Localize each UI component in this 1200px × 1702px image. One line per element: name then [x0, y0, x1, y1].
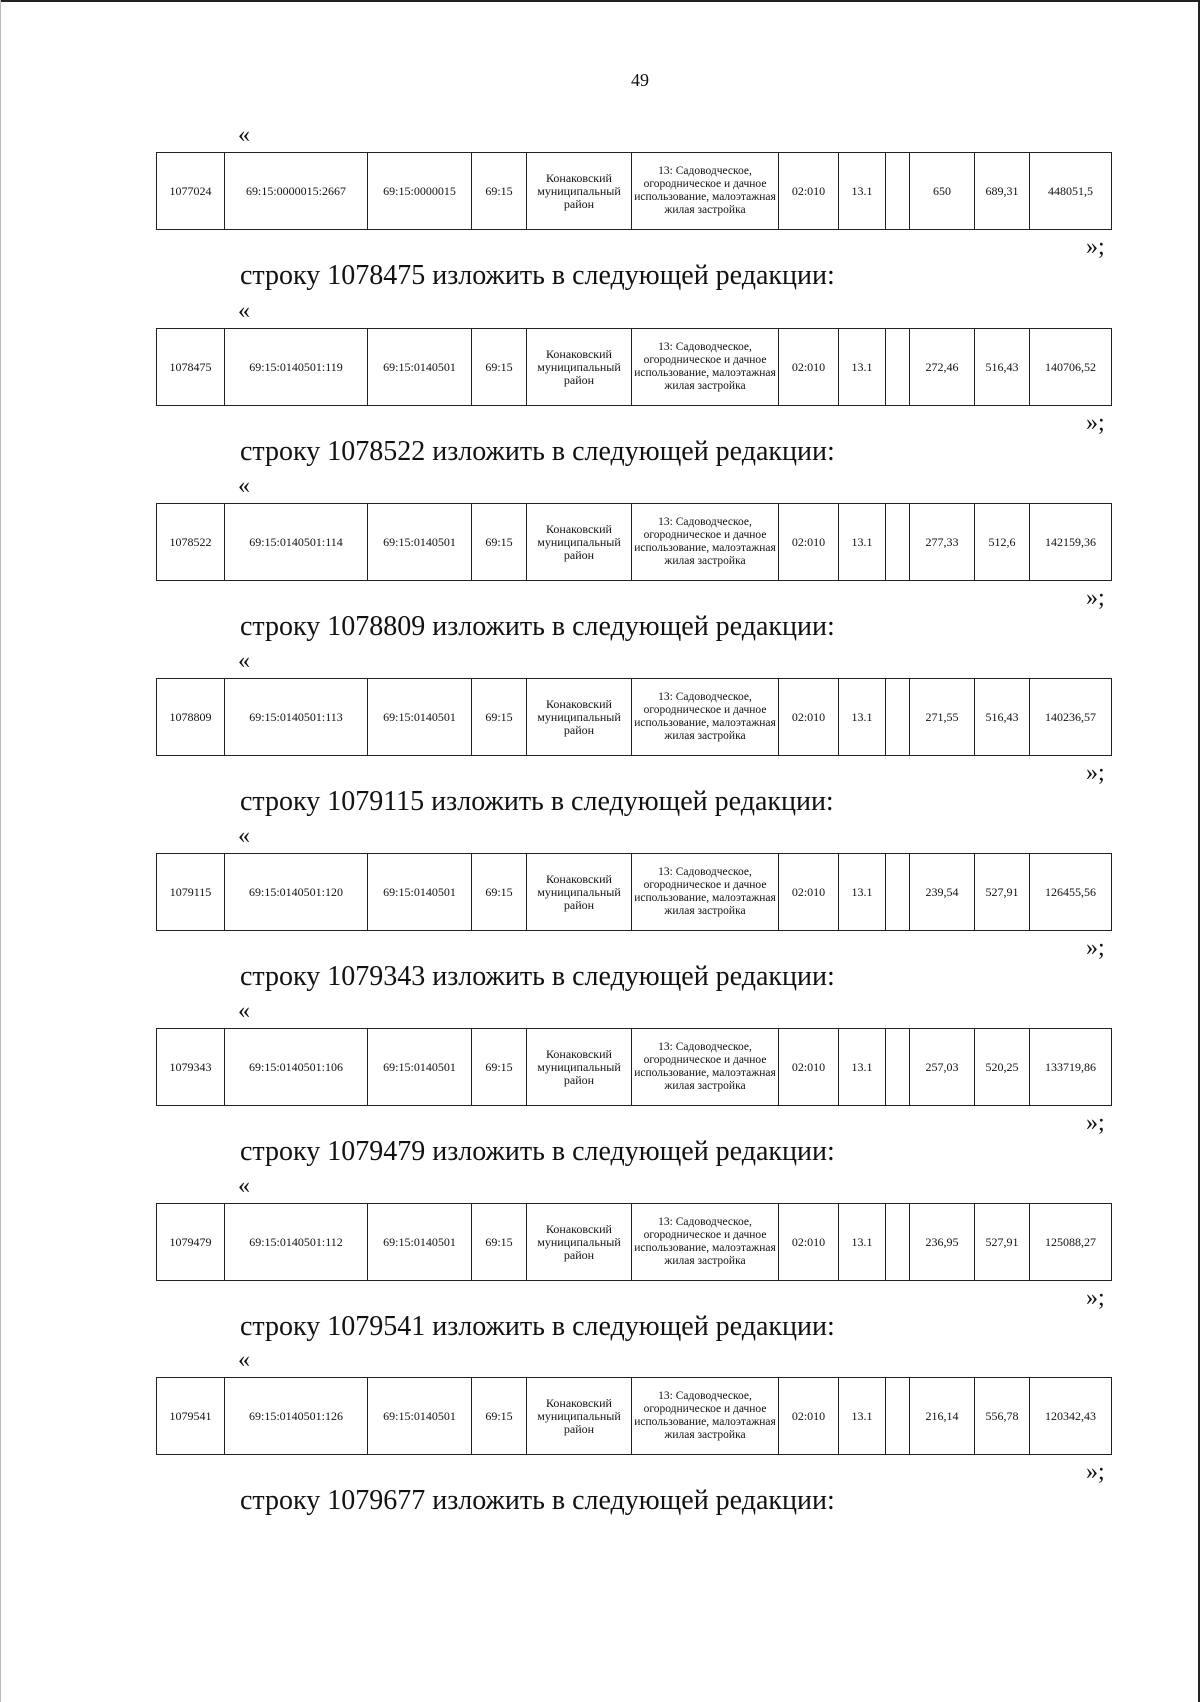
- cadastral-number-cell: 69:15:0140501:106: [225, 1029, 368, 1106]
- row-id-cell: 1078475: [157, 329, 225, 406]
- value-cell: 140706,52: [1030, 329, 1112, 406]
- empty-cell: [886, 153, 910, 230]
- rate-cell: 689,31: [975, 153, 1030, 230]
- quarter-cell: 69:15:0140501: [368, 504, 472, 581]
- cadastral-number-cell: 69:15:0140501:114: [225, 504, 368, 581]
- value-cell: 140236,57: [1030, 679, 1112, 756]
- usage-cell: 13: Садоводческое, огородническое и дачное использование, малоэтажная жилая застройка: [632, 1204, 779, 1281]
- amendment-heading: строку 1079479 изложить в следующей редакции:: [240, 1136, 835, 1167]
- municipality-cell: Конаковский муниципальный район: [527, 679, 632, 756]
- amendment-heading: строку 1079115 изложить в следующей редакции:: [240, 786, 834, 817]
- amended-row-table: [156, 1203, 1112, 1281]
- amendment-heading: строку 1078809 изложить в следующей редакции:: [240, 611, 835, 642]
- group-cell: 13.1: [839, 854, 886, 931]
- amendment-heading: строку 1078522 изложить в следующей редакции:: [240, 436, 835, 467]
- empty-cell: [886, 1378, 910, 1455]
- group-cell: 13.1: [839, 1029, 886, 1106]
- open-quote: «: [238, 1347, 250, 1373]
- close-quote: »;: [1086, 1285, 1105, 1311]
- empty-cell: [886, 679, 910, 756]
- open-quote: «: [238, 473, 250, 499]
- row-id-cell: 1078809: [157, 679, 225, 756]
- cadastral-number-cell: 69:15:0140501:119: [225, 329, 368, 406]
- municipality-cell: Конаковский муниципальный район: [527, 1204, 632, 1281]
- close-quote: »;: [1086, 935, 1105, 961]
- cadastral-number-cell: 69:15:0000015:2667: [225, 153, 368, 230]
- table-row: [157, 1204, 1112, 1281]
- group-cell: 13.1: [839, 1378, 886, 1455]
- area-cell: 271,55: [910, 679, 975, 756]
- page-number: 49: [631, 70, 649, 90]
- quarter-cell: 69:15:0140501: [368, 1204, 472, 1281]
- district-code-cell: 69:15: [472, 679, 527, 756]
- open-quote: «: [238, 648, 250, 674]
- empty-cell: [886, 1204, 910, 1281]
- amendment-heading: строку 1079343 изложить в следующей редакции:: [240, 961, 835, 992]
- value-cell: 125088,27: [1030, 1204, 1112, 1281]
- open-quote: «: [238, 823, 250, 849]
- municipality-cell: Конаковский муниципальный район: [527, 1029, 632, 1106]
- amended-row-table: [156, 1377, 1112, 1455]
- value-cell: 448051,5: [1030, 153, 1112, 230]
- scan-border-left: [0, 0, 1, 1702]
- district-code-cell: 69:15: [472, 1204, 527, 1281]
- quarter-cell: 69:15:0140501: [368, 679, 472, 756]
- district-code-cell: 69:15: [472, 504, 527, 581]
- district-code-cell: 69:15: [472, 1378, 527, 1455]
- close-quote: »;: [1086, 760, 1105, 786]
- district-code-cell: 69:15: [472, 329, 527, 406]
- table-row: [157, 504, 1112, 581]
- row-id-cell: 1079541: [157, 1378, 225, 1455]
- cadastral-number-cell: 69:15:0140501:120: [225, 854, 368, 931]
- group-cell: 13.1: [839, 1204, 886, 1281]
- code-cell: 02:010: [779, 329, 839, 406]
- value-cell: 120342,43: [1030, 1378, 1112, 1455]
- area-cell: 272,46: [910, 329, 975, 406]
- code-cell: 02:010: [779, 854, 839, 931]
- usage-cell: 13: Садоводческое, огородническое и дачное использование, малоэтажная жилая застройка: [632, 1029, 779, 1106]
- close-quote: »;: [1086, 585, 1105, 611]
- quarter-cell: 69:15:0140501: [368, 329, 472, 406]
- amended-row-table: [156, 1028, 1112, 1106]
- table-row: [157, 329, 1112, 406]
- amended-row-table: [156, 328, 1112, 406]
- row-id-cell: 1077024: [157, 153, 225, 230]
- area-cell: 239,54: [910, 854, 975, 931]
- quarter-cell: 69:15:0140501: [368, 1029, 472, 1106]
- usage-cell: 13: Садоводческое, огородническое и дачное использование, малоэтажная жилая застройка: [632, 1378, 779, 1455]
- district-code-cell: 69:15: [472, 854, 527, 931]
- amendment-heading: строку 1079677 изложить в следующей редакции:: [240, 1485, 835, 1516]
- table-row: [157, 854, 1112, 931]
- cadastral-number-cell: 69:15:0140501:113: [225, 679, 368, 756]
- amended-row-table: [156, 503, 1112, 581]
- quarter-cell: 69:15:0140501: [368, 1378, 472, 1455]
- empty-cell: [886, 504, 910, 581]
- rate-cell: 516,43: [975, 329, 1030, 406]
- amended-row-table: [156, 152, 1112, 230]
- rate-cell: 520,25: [975, 1029, 1030, 1106]
- code-cell: 02:010: [779, 679, 839, 756]
- rate-cell: 527,91: [975, 1204, 1030, 1281]
- usage-cell: 13: Садоводческое, огородническое и дачное использование, малоэтажная жилая застройка: [632, 854, 779, 931]
- amended-row-table: [156, 678, 1112, 756]
- group-cell: 13.1: [839, 504, 886, 581]
- municipality-cell: Конаковский муниципальный район: [527, 1378, 632, 1455]
- open-quote: «: [238, 998, 250, 1024]
- table-row: [157, 1378, 1112, 1455]
- close-quote: »;: [1086, 1459, 1105, 1485]
- usage-cell: 13: Садоводческое, огородническое и дачное использование, малоэтажная жилая застройка: [632, 153, 779, 230]
- open-quote: «: [238, 1173, 250, 1199]
- code-cell: 02:010: [779, 1029, 839, 1106]
- value-cell: 133719,86: [1030, 1029, 1112, 1106]
- table-row: [157, 1029, 1112, 1106]
- code-cell: 02:010: [779, 1204, 839, 1281]
- municipality-cell: Конаковский муниципальный район: [527, 854, 632, 931]
- close-quote: »;: [1086, 410, 1105, 436]
- row-id-cell: 1079343: [157, 1029, 225, 1106]
- municipality-cell: Конаковский муниципальный район: [527, 329, 632, 406]
- quarter-cell: 69:15:0140501: [368, 854, 472, 931]
- amendment-heading: строку 1078475 изложить в следующей редакции:: [240, 260, 835, 291]
- area-cell: 236,95: [910, 1204, 975, 1281]
- group-cell: 13.1: [839, 679, 886, 756]
- row-id-cell: 1079115: [157, 854, 225, 931]
- area-cell: 257,03: [910, 1029, 975, 1106]
- usage-cell: 13: Садоводческое, огородническое и дачное использование, малоэтажная жилая застройка: [632, 679, 779, 756]
- area-cell: 277,33: [910, 504, 975, 581]
- amendment-heading: строку 1079541 изложить в следующей редакции:: [240, 1311, 835, 1342]
- cadastral-number-cell: 69:15:0140501:126: [225, 1378, 368, 1455]
- rate-cell: 556,78: [975, 1378, 1030, 1455]
- empty-cell: [886, 329, 910, 406]
- scan-border-top: [0, 0, 1200, 2]
- value-cell: 126455,56: [1030, 854, 1112, 931]
- district-code-cell: 69:15: [472, 153, 527, 230]
- open-quote: «: [238, 122, 250, 148]
- table-row: [157, 153, 1112, 230]
- row-id-cell: 1078522: [157, 504, 225, 581]
- municipality-cell: Конаковский муниципальный район: [527, 153, 632, 230]
- area-cell: 216,14: [910, 1378, 975, 1455]
- quarter-cell: 69:15:0000015: [368, 153, 472, 230]
- rate-cell: 512,6: [975, 504, 1030, 581]
- municipality-cell: Конаковский муниципальный район: [527, 504, 632, 581]
- code-cell: 02:010: [779, 153, 839, 230]
- usage-cell: 13: Садоводческое, огородническое и дачное использование, малоэтажная жилая застройка: [632, 329, 779, 406]
- close-quote: »;: [1086, 1110, 1105, 1136]
- usage-cell: 13: Садоводческое, огородническое и дачное использование, малоэтажная жилая застройка: [632, 504, 779, 581]
- amended-row-table: [156, 853, 1112, 931]
- district-code-cell: 69:15: [472, 1029, 527, 1106]
- rate-cell: 527,91: [975, 854, 1030, 931]
- empty-cell: [886, 1029, 910, 1106]
- area-cell: 650: [910, 153, 975, 230]
- open-quote: «: [238, 298, 250, 324]
- group-cell: 13.1: [839, 153, 886, 230]
- table-row: [157, 679, 1112, 756]
- code-cell: 02:010: [779, 504, 839, 581]
- rate-cell: 516,43: [975, 679, 1030, 756]
- cadastral-number-cell: 69:15:0140501:112: [225, 1204, 368, 1281]
- group-cell: 13.1: [839, 329, 886, 406]
- row-id-cell: 1079479: [157, 1204, 225, 1281]
- close-quote: »;: [1086, 234, 1105, 260]
- empty-cell: [886, 854, 910, 931]
- value-cell: 142159,36: [1030, 504, 1112, 581]
- code-cell: 02:010: [779, 1378, 839, 1455]
